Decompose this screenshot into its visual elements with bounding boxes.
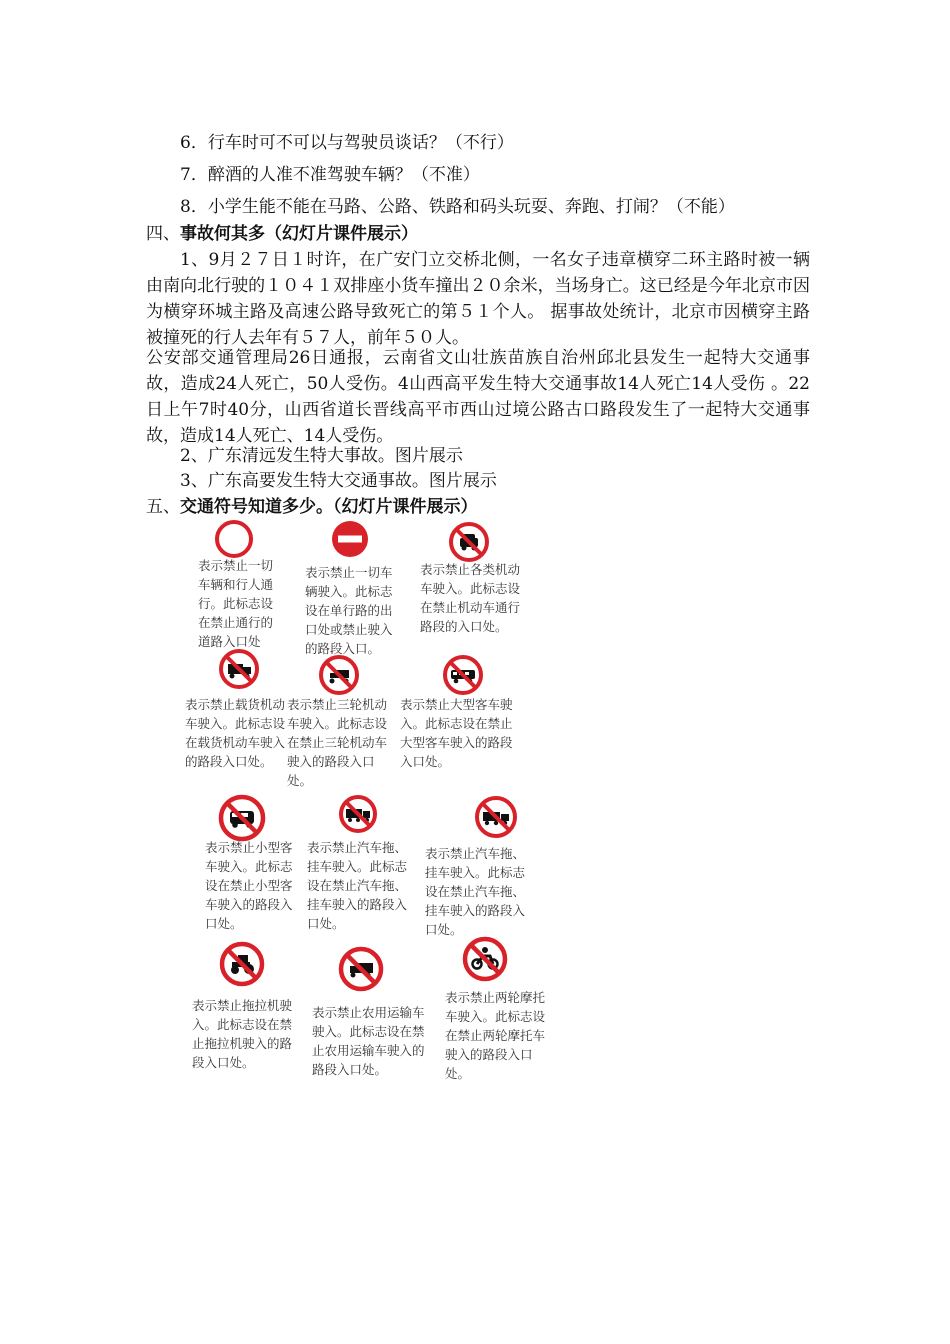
sign-caption: 表示禁止两轮摩托车驶入。此标志设在禁止两轮摩托车驶入的路段入口处。 [445, 990, 546, 1081]
sign-caption: 表示禁止大型客车驶入。此标志设在禁止大型客车驶入的路段入口处。 [400, 697, 513, 769]
question-7: 7．醉酒的人准不准驾驶车辆？（不准） [180, 165, 480, 185]
sign-caption: 表示禁止各类机动车驶入。此标志设在禁止机动车通行路段的入口处。 [420, 562, 521, 634]
no-motor-vehicles-sign-icon [448, 521, 490, 563]
sign-caption: 表示禁止汽车拖、挂车驶入。此标志设在禁止汽车拖、挂车驶入的路段入口处。 [307, 840, 408, 931]
sign-caption: 表示禁止小型客车驶入。此标志设在禁止小型客车驶入的路段入口处。 [205, 840, 293, 931]
question-8: 8．小学生能不能在马路、公路、铁路和码头玩耍、奔跑、打闹？（不能） [180, 197, 735, 217]
section-5-number: 五、 [146, 497, 180, 517]
section-5-title: 交通符号知道多少。（幻灯片课件展示） [180, 497, 478, 517]
section-4-paragraph-1-text: 1、9月２７日１时许，在广安门立交桥北侧，一名女子违章横穿二环主路时被一辆由南向北行驶的１０４１双排座小货车撞出２０余米，当场身亡。这已经是今年北京市因为横穿环城主路及高速公路导致死亡的第５１个人。 据事故处统计，北京市因横穿主路被撞死的行人去年有５７人，前年５０人。 [146, 250, 810, 348]
question-6: 6．行车时可不可以与驾驶员谈话？（不行） [180, 133, 514, 153]
no-trailer-sign-icon [338, 794, 378, 834]
sign-caption: 表示禁止农用运输车驶入。此标志设在禁止农用运输车驶入的路段入口处。 [312, 1005, 425, 1077]
sign-caption: 表示禁止汽车拖、挂车驶入。此标志设在禁止汽车拖、挂车驶入的路段入口处。 [425, 846, 526, 937]
section-4-paragraph-2: 公安部交通管理局26日通报，云南省文山壮族苗族自治州邱北县发生一起特大交通事故，造成24人死亡，50人受伤。4山西高平发生特大交通事故14人死亡14人受伤 。22日上午7时40分，山西省道长晋线高平市西山过境公路古口路段发生了一起特大交通事故，造成14人死亡、14人受伤。 [146, 348, 810, 446]
sign-caption: 表示禁止拖拉机驶入。此标志设在禁止拖拉机驶入的路段入口处。 [192, 998, 293, 1070]
no-tractor-sign-icon [219, 941, 265, 987]
section-4-heading [146, 221, 810, 247]
no-motorcycle-sign-icon [462, 936, 508, 982]
no-trailer-sign-icon [474, 795, 518, 839]
sign-caption: 表示禁止三轮机动车驶入。此标志设在禁止三轮机动车驶入的路段入口处。 [287, 697, 388, 788]
section-4-item-3: 3、广东高要发生特大交通事故。图片展示 [180, 471, 497, 491]
no-entry-sign-icon [330, 519, 370, 559]
section-5-heading [146, 494, 810, 520]
sign-caption: 表示禁止一切车辆驶入。此标志设在单行路的出口处或禁止驶入的路段入口。 [305, 565, 393, 656]
no-buses-sign-icon [442, 654, 484, 696]
section-4-number: 四、 [146, 224, 180, 244]
no-trucks-sign-icon [218, 648, 260, 690]
no-minibus-sign-icon [218, 794, 266, 842]
section-4-title: 事故何其多（幻灯片课件展示） [180, 224, 418, 244]
section-4-item-2: 2、广东清远发生特大事故。图片展示 [180, 446, 463, 466]
sign-caption: 表示禁止载货机动车驶入。此标志设在载货机动车驶入的路段入口处。 [185, 697, 286, 769]
no-tricycles-sign-icon [318, 654, 360, 696]
section-4-paragraph-1 [146, 247, 810, 351]
no-farm-vehicle-sign-icon [338, 946, 384, 992]
sign-caption: 表示禁止一切车辆和行人通行。此标志设在禁止通行的道路入口处 [198, 558, 274, 649]
no-vehicles-sign-icon [214, 519, 254, 559]
